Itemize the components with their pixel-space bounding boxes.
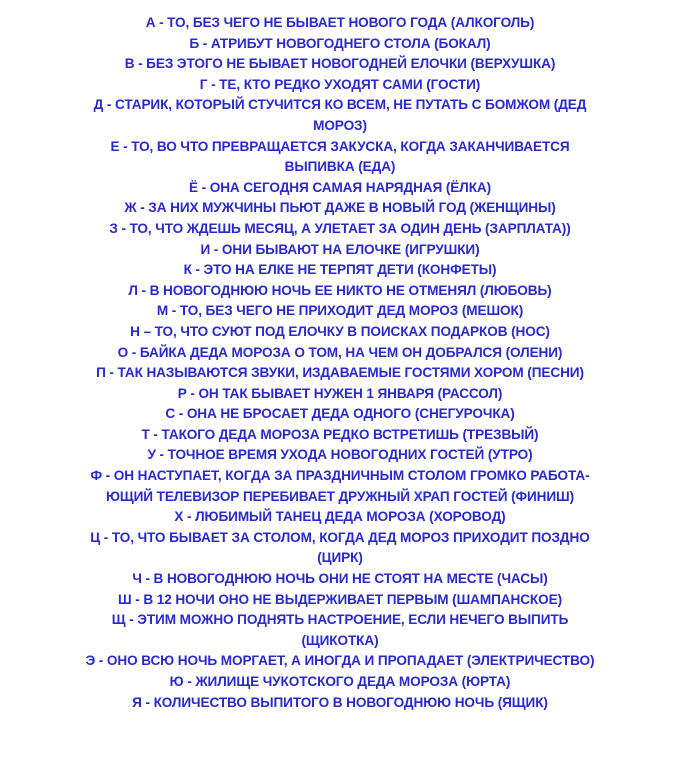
text-line: Б - АТРИБУТ НОВОГОДНЕГО СТОЛА (БОКАЛ) xyxy=(189,35,491,51)
text-line: Т - ТАКОГО ДЕДА МОРОЗА РЕДКО ВСТРЕТИШЬ (ТРЕЗВЫЙ) xyxy=(141,426,539,442)
text-line: П - ТАК НАЗЫВАЮТСЯ ЗВУКИ, ИЗДАВАЕМЫЕ ГОСТЯМИ ХОРОМ (ПЕСНИ) xyxy=(96,365,584,381)
text-line: ВЫПИВКА (ЕДА) xyxy=(284,159,396,175)
text-line: З - ТО, ЧТО ЖДЕШЬ МЕСЯЦ, А УЛЕТАЕТ ЗА ОДИН ДЕНЬ (ЗАРПЛАТА)) xyxy=(109,220,571,236)
text-line: Г - ТЕ, КТО РЕДКО УХОДЯТ САМИ (ГОСТИ) xyxy=(199,76,481,92)
text-line: Е - ТО, ВО ЧТО ПРЕВРАЩАЕТСЯ ЗАКУСКА, КОГДА ЗАКАНЧИВАЕТСЯ xyxy=(110,138,570,154)
text-line: У - ТОЧНОЕ ВРЕМЯ УХОДА НОВОГОДНИХ ГОСТЕЙ (УТРО) xyxy=(147,447,533,463)
text-line: Х - ЛЮБИМЫЙ ТАНЕЦ ДЕДА МОРОЗА (ХОРОВОД) xyxy=(174,509,506,525)
text-line: С - ОНА НЕ БРОСАЕТ ДЕДА ОДНОГО (СНЕГУРОЧКА) xyxy=(165,406,515,422)
text-line: А - ТО, БЕЗ ЧЕГО НЕ БЫВАЕТ НОВОГО ГОДА (АЛКОГОЛЬ) xyxy=(145,15,535,30)
text-line: Ж - ЗА НИХ МУЖЧИНЫ ПЬЮТ ДАЖЕ В НОВЫЙ ГОД (ЖЕНЩИНЫ) xyxy=(124,200,556,216)
text-line: Р - ОН ТАК БЫВАЕТ НУЖЕН 1 ЯНВАРЯ (РАССОЛ) xyxy=(177,385,503,401)
text-line: К - ЭТО НА ЕЛКЕ НЕ ТЕРПЯТ ДЕТИ (КОНФЕТЫ) xyxy=(183,262,497,278)
text-line: Ю - ЖИЛИЩЕ ЧУКОТСКОГО ДЕДА МОРОЗА (ЮРТА) xyxy=(169,674,511,689)
text-line: Ч - В НОВОГОДНЮЮ НОЧЬ ОНИ НЕ СТОЯТ НА МЕСТЕ (ЧАСЫ) xyxy=(132,571,548,587)
text-line: Ц - ТО, ЧТО БЫВАЕТ ЗА СТОЛОМ, КОГДА ДЕД МОРОЗ ПРИХОДИТ ПОЗДНО xyxy=(90,529,590,545)
text-line: Ш - В 12 НОЧИ ОНО НЕ ВЫДЕРЖИВАЕТ ПЕРВЫМ (ШАМПАНСКОЕ) xyxy=(118,591,562,607)
text-line: МОРОЗ) xyxy=(313,117,367,133)
text-line: Щ - ЭТИМ МОЖНО ПОДНЯТЬ НАСТРОЕНИЕ, ЕСЛИ НЕЧЕГО ВЫПИТЬ xyxy=(111,612,569,628)
text-line: Ё - ОНА СЕГОДНЯ САМАЯ НАРЯДНАЯ (ЁЛКА) xyxy=(188,179,492,195)
text-line: В - БЕЗ ЭТОГО НЕ БЫВАЕТ НОВОГОДНЕЙ ЕЛОЧКИ (ВЕРХУШКА) xyxy=(124,56,556,72)
alphabet-riddle-list xyxy=(40,13,640,713)
text-line: Э - ОНО ВСЮ НОЧЬ МОРГАЕТ, А ИНОГДА И ПРОПАДАЕТ (ЭЛЕКТРИЧЕСТВО) xyxy=(85,653,595,669)
text-line: (ЩИКОТКА) xyxy=(301,632,379,648)
text-line: Я - КОЛИЧЕСТВО ВЫПИТОГО В НОВОГОДНЮЮ НОЧЬ (ЯЩИК) xyxy=(132,694,548,710)
text-line: Л - В НОВОГОДНЮЮ НОЧЬ ЕЕ НИКТО НЕ ОТМЕНЯЛ (ЛЮБОВЬ) xyxy=(128,282,552,298)
text-line: Ф - ОН НАСТУПАЕТ, КОГДА ЗА ПРАЗДНИЧНЫМ СТОЛОМ ГРОМКО РАБОТА- xyxy=(90,468,590,484)
text-line: (ЦИРК) xyxy=(317,550,363,566)
text-line: И - ОНИ БЫВАЮТ НА ЕЛОЧКЕ (ИГРУШКИ) xyxy=(200,241,480,257)
text-line: О - БАЙКА ДЕДА МОРОЗА О ТОМ, НА ЧЕМ ОН ДОБРАЛСЯ (ОЛЕНИ) xyxy=(117,344,563,360)
text-line: Н – ТО, ЧТО СУЮТ ПОД ЕЛОЧКУ В ПОИСКАХ ПОДАРКОВ (НОС) xyxy=(130,323,550,339)
text-line: Д - СТАРИК, КОТОРЫЙ СТУЧИТСЯ КО ВСЕМ, НЕ ПУТАТЬ С БОМЖОМ (ДЕД xyxy=(93,97,587,113)
text-line: ЮЩИЙ ТЕЛЕВИЗОР ПЕРЕБИВАЕТ ДРУЖНЫЙ ХРАП ГОСТЕЙ (ФИНИШ) xyxy=(105,488,575,504)
text-line: М - ТО, БЕЗ ЧЕГО НЕ ПРИХОДИТ ДЕД МОРОЗ (МЕШОК) xyxy=(156,303,524,319)
